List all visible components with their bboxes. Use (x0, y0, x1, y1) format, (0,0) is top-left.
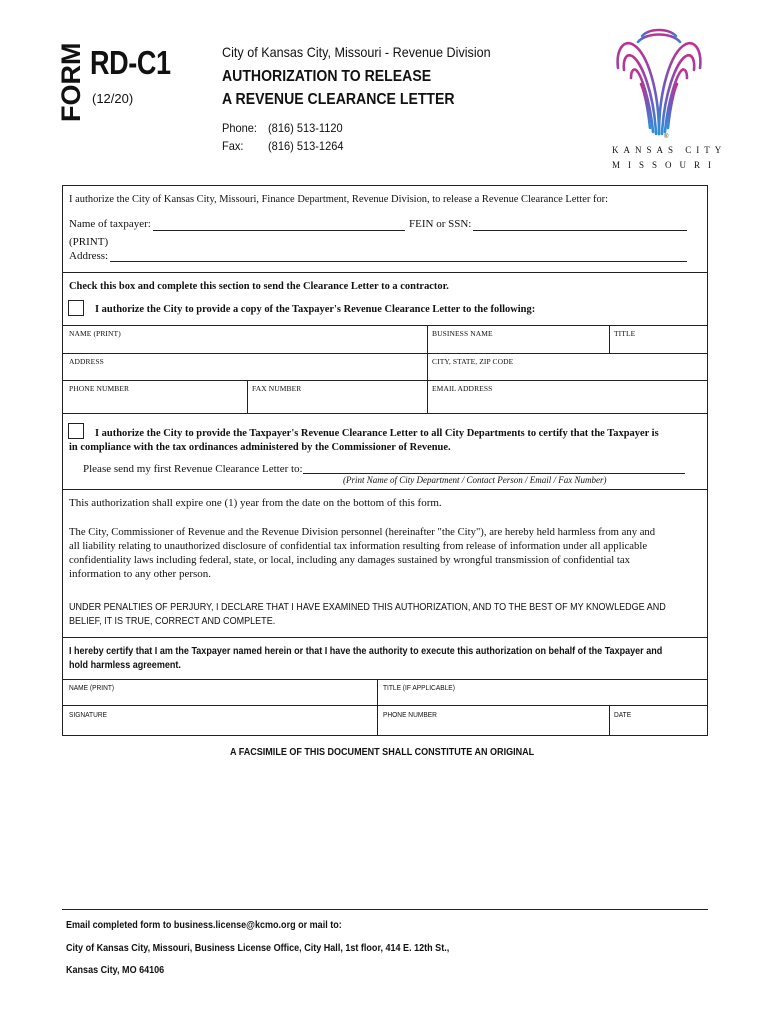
signer-phone-field[interactable]: PHONE NUMBER (383, 710, 437, 719)
footer-city-zip: Kansas City, MO 64106 (66, 964, 165, 976)
divider (62, 380, 708, 381)
divider (62, 325, 708, 326)
logo-text-kansas-city: KANSAS CITY (612, 145, 727, 155)
division-name: City of Kansas City, Missouri - Revenue Division (222, 44, 491, 60)
divider (247, 380, 248, 413)
send-first-label: Please send my first Revenue Clearance Letter to: (83, 463, 303, 475)
contractor-address-field[interactable]: ADDRESS (69, 357, 104, 366)
fax-value: (816) 513-1264 (268, 139, 344, 153)
divider (62, 637, 708, 638)
contractor-checkbox[interactable] (68, 300, 84, 316)
divider (62, 353, 708, 354)
contractor-phone-field[interactable]: PHONE NUMBER (69, 384, 130, 393)
form-title-line1: AUTHORIZATION TO RELEASE (222, 68, 432, 85)
facsimile-notice: A FACSIMILE OF THIS DOCUMENT SHALL CONSTITUTE AN ORIGINAL (230, 746, 535, 758)
signer-name-field[interactable]: NAME (PRINT) (69, 683, 115, 692)
signer-title-field[interactable]: TITLE (IF APPLICABLE) (383, 683, 455, 692)
divider (427, 325, 428, 413)
form-word: FORM (56, 42, 86, 122)
harmless-line4: information to any other person. (69, 568, 212, 580)
contractor-fax-field[interactable]: FAX NUMBER (252, 384, 302, 393)
divider (609, 325, 610, 353)
revision-date: (12/20) (92, 91, 134, 106)
taxpayer-label: Name of taxpayer: (69, 218, 151, 230)
certify-line2: hold harmless agreement. (69, 659, 181, 671)
divider (62, 413, 708, 414)
logo-text-missouri: MISSOURI (612, 160, 720, 170)
contractor-instruction: Check this box and complete this section to send the Clearance Letter to a contractor. (69, 280, 449, 292)
send-first-hint: (Print Name of City Department / Contact Person / Email / Fax Number) (343, 475, 607, 485)
perjury-line2: BELIEF, IT IS TRUE, CORRECT AND COMPLETE. (69, 615, 276, 627)
address-label: Address: (69, 250, 109, 262)
fein-label: FEIN or SSN: (409, 218, 472, 230)
authorize-all-line1: I authorize the City to provide the Taxpayer's Revenue Clearance Letter to all City Departments to certify that the Taxpayer is (95, 427, 659, 439)
phone-label: Phone: (222, 121, 258, 135)
authorize-copy-text: I authorize the City to provide a copy of the Taxpayer's Revenue Clearance Letter to the following: (95, 303, 536, 315)
form-title-line2: A REVENUE CLEARANCE LETTER (222, 91, 455, 108)
date-field[interactable]: DATE (614, 710, 632, 719)
logo-registered-mark: ® (664, 134, 669, 140)
form-number: RD-C1 (90, 44, 171, 81)
contractor-email-field[interactable]: EMAIL ADDRESS (432, 384, 493, 393)
divider (62, 272, 708, 273)
address-field[interactable] (110, 261, 687, 262)
contractor-title-field[interactable]: TITLE (614, 329, 636, 338)
harmless-line1: The City, Commissioner of Revenue and the Revenue Division personnel (hereinafter "the City"), are hereby held harmless from any and (69, 526, 656, 538)
send-first-field[interactable] (303, 473, 685, 474)
divider (62, 679, 708, 680)
authorize-all-line2: in compliance with the tax ordinances administered by the Commissioner of Revenue. (69, 441, 451, 453)
city-state-zip-field[interactable]: CITY, STATE, ZIP CODE (432, 357, 514, 366)
fax-label: Fax: (222, 139, 244, 153)
divider (377, 679, 378, 736)
harmless-line3: confidentiality laws including federal, state, or local, including any damages sustained by wrongful transmission of confidential tax (69, 554, 630, 566)
divider (62, 705, 708, 706)
phone-value: (816) 513-1120 (268, 121, 343, 135)
perjury-line1: UNDER PENALTIES OF PERJURY, I DECLARE THAT I HAVE EXAMINED THIS AUTHORIZATION, AND TO THE BEST OF MY KNOWLEDGE AND (69, 601, 666, 613)
all-departments-checkbox[interactable] (68, 423, 84, 439)
footer-email-instruction: Email completed form to business.license@kcmo.org or mail to: (66, 919, 342, 931)
harmless-line2: all liability relating to unauthorized disclosure of confidential tax information resulting from release of information under all applicable (69, 540, 648, 552)
footer-divider (62, 909, 708, 910)
taxpayer-name-field[interactable] (153, 230, 405, 231)
certify-line1: I hereby certify that I am the Taxpayer named herein or that I have the authority to execute this authorization on behalf of the Taxpayer and (69, 645, 663, 657)
print-label: (PRINT) (69, 236, 109, 248)
contractor-name-field[interactable]: NAME (PRINT) (69, 329, 121, 338)
fein-ssn-field[interactable] (473, 230, 687, 231)
divider (609, 705, 610, 736)
business-name-field[interactable]: BUSINESS NAME (432, 329, 493, 338)
intro-text: I authorize the City of Kansas City, Missouri, Finance Department, Revenue Division, to release a Revenue Clearance Letter for: (69, 193, 609, 205)
footer-mailing-address: City of Kansas City, Missouri, Business License Office, City Hall, 1st floor, 414 E. 12th St., (66, 942, 450, 954)
signature-field[interactable]: SIGNATURE (69, 710, 108, 719)
expiration-text: This authorization shall expire one (1) year from the date on the bottom of this form. (69, 497, 442, 509)
form-label (54, 40, 88, 124)
divider (62, 489, 708, 490)
